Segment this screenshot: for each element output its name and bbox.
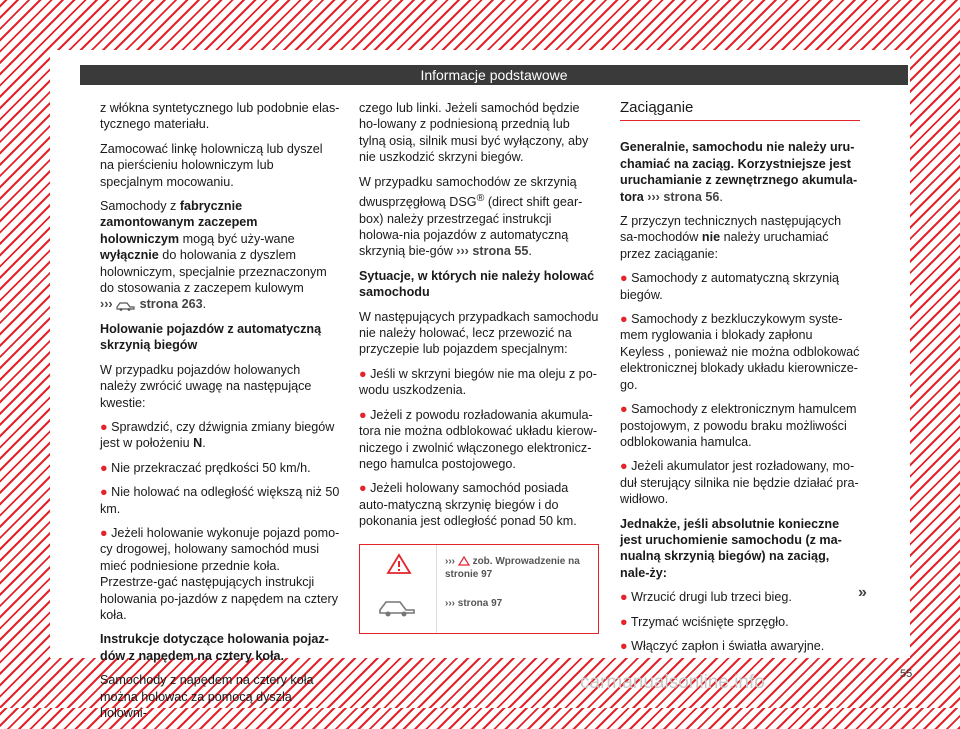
paragraph: Zamocować linkę holowniczą lub dyszel na pierścieniu holowniczym lub specjalnym mocowaniu. <box>100 141 323 189</box>
list-item: ● Samochody z elektronicznym hamulcem postojowym, z powodu braku możliwości odblokowania hamulca. <box>620 402 857 449</box>
list-item: ● Sprawdzić, czy dźwignia zmiany biegów jest w położeniu N. <box>100 419 335 451</box>
warning-triangle-icon <box>458 556 470 566</box>
bullet-icon: ● <box>100 460 108 475</box>
list-item: ● Trzymać wciśnięte sprzęgło. <box>620 614 789 629</box>
bullet-icon: ● <box>620 614 628 629</box>
column-3 <box>620 100 860 662</box>
section-heading: Jednakże, jeśli absolutnie konieczne jest uruchomienie samochodu (z ma-nualną skrzynią biegów) na zaciąg, nale-ży: <box>620 516 842 580</box>
list-item: ● Samochody z bezkluczykowym syste-mem ryglowania i blokady zapłonu Keyless , ponieważ nie można odblokować elektronicznej blokady układu kierownicze-go. <box>620 312 860 392</box>
note-reference[interactable]: ››› zob. Wprowadzenie na stronie 97 <box>445 555 580 580</box>
column-1 <box>100 100 340 729</box>
warning-triangle-icon <box>386 553 412 575</box>
list-item: ● Jeżeli z powodu rozładowania akumula-tora nie można odblokować układu kierow-niczego i zwolnić włączonego elektronicz-nego hamulca postojowego. <box>359 407 598 471</box>
list-item: ● Jeżeli holowany samochód posiada auto-matyczną skrzynię biegów i do pokonania jest odległość ponad 50 km. <box>359 481 577 529</box>
list-item: ● Nie przekraczać prędkości 50 km/h. <box>100 460 311 475</box>
paragraph: W przypadku pojazdów holowanych należy zwrócić uwagę na następujące kwestie: <box>100 362 312 410</box>
list-item: ● Włączyć zapłon i światła awaryjne. <box>620 638 825 653</box>
section-title: Zaciąganie <box>620 100 860 121</box>
page-number: 55 <box>900 668 913 680</box>
page-header: Informacje podstawowe <box>80 65 908 85</box>
bullet-icon: ● <box>100 419 108 434</box>
double-arrow-right-icon: » <box>858 584 867 601</box>
paragraph: Samochody z fabrycznie zamontowanym zaczepem holowniczym mogą być uży-wane wyłącznie do holowania z dyszlem holowniczym, specjalnie przeznaczonym do stosowania z zaczepem kulowym ››› strona 263. <box>100 199 327 312</box>
watermark: carmanualsonline.info <box>580 672 765 693</box>
car-tow-icon <box>378 595 418 617</box>
paragraph: Generalnie, samochodu nie należy uru-chamiać na zaciąg. Korzystniejsze jest uruchamianie z zewnętrznego akumula-tora ››› strona 56. <box>620 140 858 204</box>
list-item: ● Nie holować na odległość większą niż 50 km. <box>100 485 340 516</box>
bullet-icon: ● <box>620 271 628 286</box>
section-heading: Sytuacje, w których nie należy holować samochodu <box>359 268 595 300</box>
paragraph: Samochody z napędem na cztery koła można holować za pomocą dyszla holowni- <box>100 673 314 720</box>
paragraph: Z przyczyn technicznych następujących sa-mochodów nie należy uruchamiać przez zaciąganie: <box>620 214 842 261</box>
page-link[interactable]: ››› strona 55 <box>456 244 529 259</box>
section-heading: Holowanie pojazdów z automatyczną skrzynią biegów <box>100 321 322 353</box>
paragraph: z włókna syntetycznego lub podobnie elas-tycznego materiału. <box>100 101 340 132</box>
bullet-icon: ● <box>100 525 108 540</box>
bullet-icon: ● <box>620 402 628 417</box>
list-item: ● Wrzucić drugi lub trzeci bieg. <box>620 590 792 605</box>
bullet-icon: ● <box>359 407 367 422</box>
list-item: ● Jeżeli akumulator jest rozładowany, mo-duł sterujący silnika nie będzie działać pra-widłowo. <box>620 459 859 507</box>
bullet-icon: ● <box>620 459 628 474</box>
note-reference[interactable]: ››› strona 97 <box>445 597 503 609</box>
paragraph: W następujących przypadkach samochodu nie należy holować, lecz przewozić na przyczepie lub pojazdem specjalnym: <box>359 309 599 357</box>
list-item: ● Samochody z automatyczną skrzynią biegów. <box>620 271 839 302</box>
bullet-icon: ● <box>620 590 628 605</box>
car-tow-icon <box>116 299 136 311</box>
paragraph: czego lub linki. Jeżeli samochód będzie ho-lowany z podniesioną przednią lub tylną osią, silnik musi być wyłączony, aby nie uszkodzić skrzyni biegów. <box>359 101 589 165</box>
bullet-icon: ● <box>620 638 628 653</box>
reference-box <box>359 544 599 634</box>
bullet-icon: ● <box>100 485 108 500</box>
bullet-icon: ● <box>359 366 367 381</box>
bullet-icon: ● <box>620 312 628 327</box>
column-2 <box>359 100 599 634</box>
page-link[interactable]: ››› strona 56 <box>647 189 720 204</box>
section-heading: Instrukcje dotyczące holowania pojaz-dów z napędem na cztery koła. <box>100 632 329 663</box>
paragraph: W przypadku samochodów ze skrzynią dwusprzęgłową DSG® (direct shift gear-box) należy przestrzegać instrukcji holowa-nia pojazdów z automatyczną skrzynią bie-gów ››› strona 55. <box>359 174 583 259</box>
list-item: ● Jeśli w skrzyni biegów nie ma oleju z po-wodu uszkodzenia. <box>359 366 597 398</box>
list-item: ● Jeżeli holowanie wykonuje pojazd pomo-cy drogowej, holowany samochód musi mieć podniesione przednie koła. Przestrze-gać następujących instrukcji holowania po-jazdów z napędem na cztery koła. <box>100 525 340 622</box>
bullet-icon: ● <box>359 481 367 496</box>
page-link[interactable]: ››› strona 263 <box>100 297 203 312</box>
